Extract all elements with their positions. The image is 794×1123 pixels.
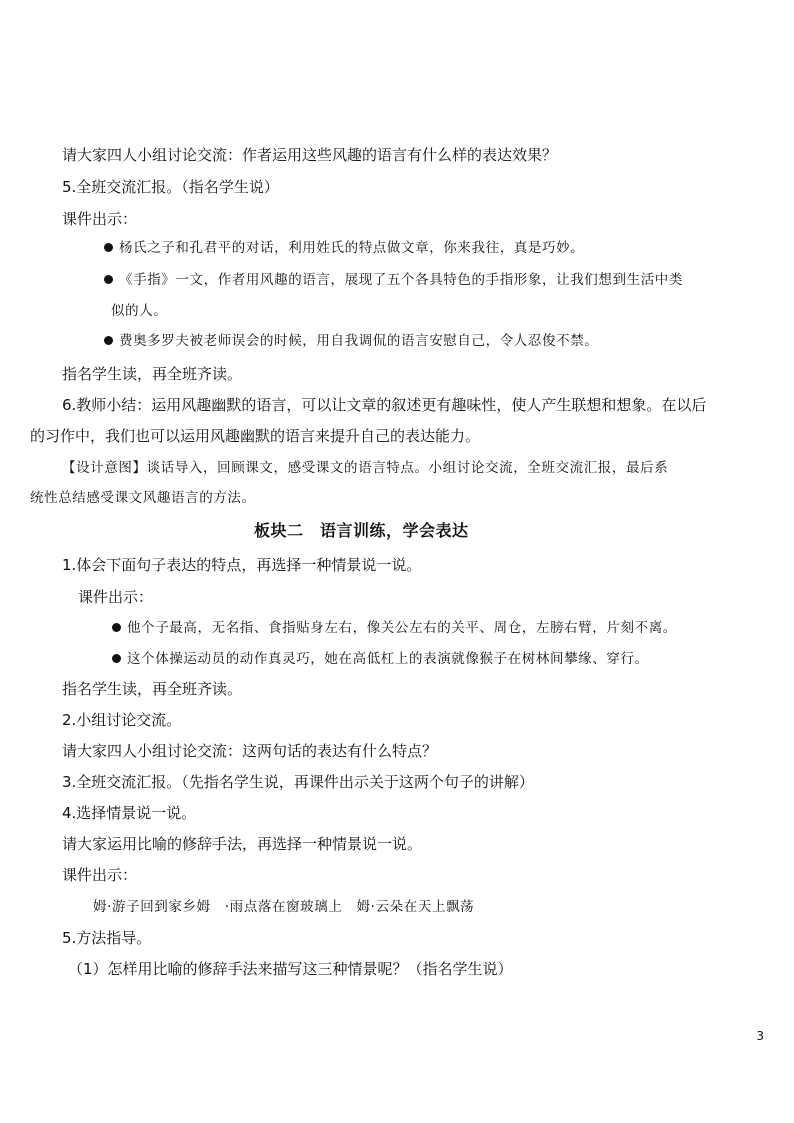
- bullet-icon: [104, 275, 113, 284]
- read-aloud-instruction: 指名学生读，再全班齐读。: [62, 680, 243, 698]
- step-1-instruction: 1.体会下面句子表达的特点，再选择一种情景说一说。: [62, 556, 422, 574]
- section-heading: 板块二 语言训练，学会表达: [254, 521, 469, 540]
- read-aloud-instruction: 指名学生读，再全班齐读。: [62, 365, 243, 383]
- teacher-summary-continuation: 的习作中，我们也可以运用风趣幽默的语言来提升自己的表达能力。: [30, 427, 481, 445]
- courseware-item: 《手指》一文，作者用风趣的语言，展现了五个各具特色的手指形象，让我们想到生活中类: [119, 272, 683, 288]
- courseware-item: 他个子最高，无名指、食指贴身左右，像关公左右的关平、周仓，左膀右臂，片刻不离。: [127, 620, 677, 636]
- method-question: （1）怎样用比喻的修辞手法来描写这三种情景呢？（指名学生说）: [68, 960, 513, 978]
- discuss-prompt: 请大家四人小组讨论交流：作者运用这些风趣的语言有什么样的表达效果？: [62, 146, 558, 164]
- courseware-label: 课件出示：: [78, 588, 154, 606]
- step-5-method: 5.方法指导。: [62, 929, 152, 947]
- courseware-label: 课件出示：: [62, 866, 138, 884]
- bullet-icon: [112, 654, 121, 663]
- scene-options: 姆·游子回到家乡姆 ·雨点落在窗玻璃上 姆·云朵在天上飘荡: [93, 899, 475, 915]
- design-intent-continuation: 统性总结感受课文风趣语言的方法。: [30, 490, 256, 506]
- courseware-item: 费奥多罗夫被老师误会的时候，用自我调侃的语言安慰自己，令人忍俊不禁。: [119, 333, 599, 349]
- page-number: 3: [756, 1029, 764, 1043]
- bullet-icon: [104, 243, 113, 252]
- design-intent: 【设计意图】谈话导入，回顾课文，感受课文的语言特点。小组讨论交流，全班交流汇报，最后系: [62, 460, 669, 476]
- rhetoric-prompt: 请大家运用比喻的修辞手法，再选择一种情景说一说。: [62, 835, 423, 853]
- step-4-scenes: 4.选择情景说一说。: [62, 804, 197, 822]
- step-5-report: 5.全班交流汇报。（指名学生说）: [62, 178, 279, 196]
- courseware-item: 这个体操运动员的动作真灵巧，她在高低杠上的表演就像猴子在树林间攀缘、穿行。: [127, 651, 649, 667]
- bullet-icon: [104, 336, 113, 345]
- step-3-report: 3.全班交流汇报。（先指名学生说，再课件出示关于这两个句子的讲解）: [62, 773, 534, 791]
- courseware-item: 杨氏之子和孔君平的对话，利用姓氏的特点做文章，你来我往，真是巧妙。: [119, 240, 585, 256]
- teacher-summary: 6.教师小结：运用风趣幽默的语言，可以让文章的叙述更有趣味性，使人产生联想和想象。在以后: [62, 396, 707, 414]
- courseware-item-continuation: 似的人。: [111, 303, 168, 319]
- courseware-label: 课件出示：: [62, 210, 138, 228]
- discuss-prompt: 请大家四人小组讨论交流：这两句话的表达有什么特点？: [62, 742, 438, 760]
- bullet-icon: [112, 623, 121, 632]
- step-2-discussion: 2.小组讨论交流。: [62, 711, 182, 729]
